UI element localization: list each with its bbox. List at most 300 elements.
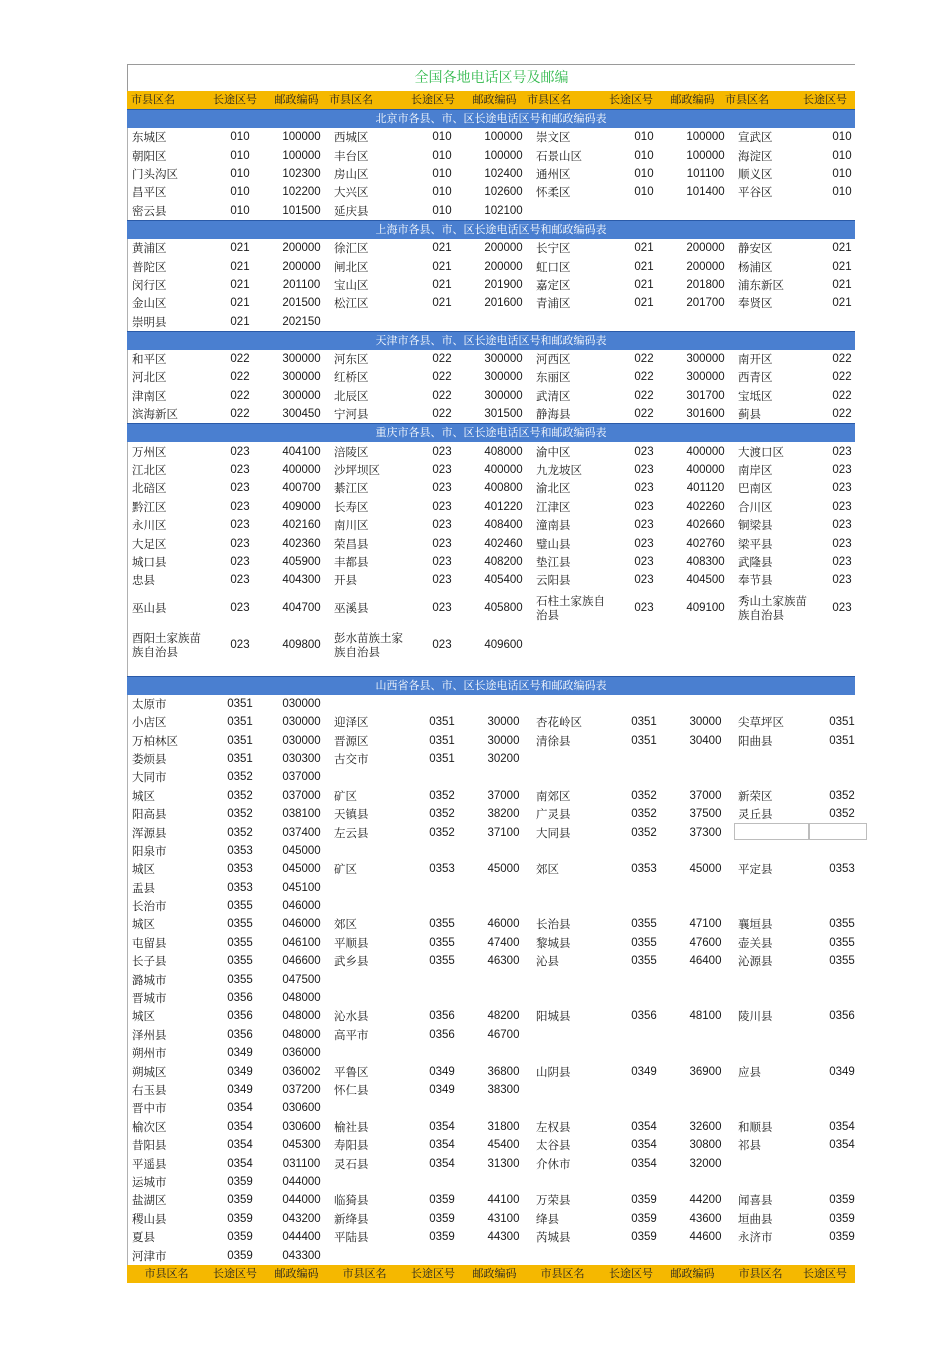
area-name-cell: 右玉县 — [132, 1082, 167, 1097]
area-code-cell: 021 — [832, 278, 852, 291]
area-name-cell: 酉阳土家族苗族自治县 — [132, 631, 201, 660]
area-name-cell: 宝山区 — [334, 277, 369, 292]
area-code-cell: 0354 — [429, 1157, 455, 1170]
area-name-cell: 夏县 — [132, 1230, 155, 1245]
area-code-cell: 023 — [634, 464, 654, 477]
area-code-cell: 0351 — [631, 734, 657, 747]
area-name-cell — [532, 750, 611, 768]
postal-code-cell: 102400 — [484, 167, 523, 180]
area-code-cell: 0349 — [227, 1047, 253, 1060]
area-code-cell — [611, 1081, 677, 1099]
area-name-cell: 朔城区 — [132, 1064, 167, 1079]
area-name-cell — [330, 768, 409, 786]
area-code-cell — [813, 313, 871, 331]
postal-code-cell: 401120 — [686, 482, 725, 495]
table-row — [127, 239, 855, 257]
area-code-cell: 0354 — [829, 1120, 855, 1133]
postal-code-cell: 301700 — [686, 389, 725, 402]
area-name-cell: 静海县 — [536, 407, 571, 422]
area-name-cell: 嘉定区 — [536, 277, 571, 292]
area-code-cell: 0354 — [227, 1157, 253, 1170]
area-name-cell: 高平市 — [334, 1027, 369, 1042]
area-name-cell: 九龙坡区 — [536, 463, 582, 478]
table-row — [127, 915, 855, 933]
column-header-2: 邮政编码 — [274, 93, 319, 106]
area-name-cell: 普陀区 — [132, 259, 167, 274]
area-name-cell: 青浦区 — [536, 296, 571, 311]
area-code-cell: 0359 — [227, 1249, 253, 1262]
area-code-cell — [813, 1099, 871, 1117]
area-name-cell: 大同市 — [132, 770, 167, 785]
table-row — [127, 1081, 855, 1099]
area-code-cell — [409, 1173, 475, 1191]
area-code-cell — [813, 1154, 871, 1172]
area-name-cell: 尖草坪区 — [738, 715, 784, 730]
area-name-cell: 新荣区 — [738, 788, 773, 803]
area-name-cell: 东城区 — [132, 130, 167, 145]
postal-code-cell — [475, 313, 532, 331]
area-name-cell: 娄烦县 — [132, 751, 167, 766]
area-name-cell — [532, 897, 611, 915]
table-row — [127, 627, 855, 664]
table-row — [127, 516, 855, 534]
table-row — [127, 1228, 855, 1246]
area-code-cell: 0359 — [829, 1194, 855, 1207]
table-row — [127, 387, 855, 405]
area-code-cell: 0356 — [429, 1010, 455, 1023]
postal-code-cell: 101400 — [686, 186, 725, 199]
area-code-cell: 021 — [432, 242, 452, 255]
postal-code-cell: 201600 — [484, 297, 523, 310]
postal-code-cell: 43100 — [487, 1212, 520, 1225]
area-code-cell: 023 — [432, 482, 452, 495]
postal-code-cell: 201700 — [686, 297, 725, 310]
area-name-cell — [734, 1246, 813, 1264]
area-name-cell: 介休市 — [536, 1156, 571, 1171]
postal-code-cell: 300000 — [282, 389, 321, 402]
column-footer-1: 长途区号 — [213, 1266, 257, 1280]
postal-code-cell: 046000 — [282, 918, 321, 931]
area-code-cell: 023 — [634, 537, 654, 550]
area-code-cell — [409, 842, 475, 860]
area-name-cell: 南岸区 — [738, 463, 773, 478]
area-name-cell: 新绛县 — [334, 1211, 369, 1226]
area-code-cell: 0356 — [227, 1028, 253, 1041]
area-name-cell: 门头沟区 — [132, 166, 178, 181]
area-name-cell — [734, 750, 813, 768]
area-code-cell — [813, 970, 871, 988]
area-code-cell — [611, 989, 677, 1007]
area-name-cell: 襄垣县 — [738, 917, 773, 932]
area-code-cell: 010 — [230, 131, 250, 144]
postal-code-cell: 37100 — [487, 826, 520, 839]
area-name-cell: 丰都县 — [334, 555, 369, 569]
area-code-cell — [611, 970, 677, 988]
postal-code-cell: 200000 — [484, 242, 523, 255]
table-row — [127, 1136, 855, 1154]
area-code-cell: 0359 — [631, 1194, 657, 1207]
area-code-cell: 0351 — [429, 716, 455, 729]
table-row — [127, 313, 855, 331]
postal-code-cell: 404100 — [282, 445, 321, 458]
area-code-cell: 023 — [832, 464, 852, 477]
postal-code-cell: 47600 — [689, 936, 722, 949]
area-name-cell: 祁县 — [738, 1138, 761, 1153]
postal-code-cell — [475, 1044, 532, 1062]
area-name-cell — [330, 695, 409, 713]
table-row — [127, 461, 855, 479]
area-code-cell: 0356 — [227, 992, 253, 1005]
area-name-cell: 和平区 — [132, 352, 167, 367]
area-name-cell: 武乡县 — [334, 954, 369, 969]
area-code-cell: 010 — [432, 186, 452, 199]
area-code-cell: 0354 — [227, 1139, 253, 1152]
area-code-cell — [409, 989, 475, 1007]
area-code-cell: 0351 — [829, 734, 855, 747]
table-row — [127, 498, 855, 516]
area-code-cell: 0355 — [227, 955, 253, 968]
area-code-cell — [813, 1173, 871, 1191]
area-code-cell: 0354 — [631, 1120, 657, 1133]
postal-code-cell — [475, 970, 532, 988]
area-code-cell: 0354 — [227, 1120, 253, 1133]
area-code-cell: 0349 — [429, 1065, 455, 1078]
area-name-cell: 闻喜县 — [738, 1193, 773, 1208]
area-code-cell: 023 — [634, 519, 654, 532]
postal-code-cell — [677, 1099, 734, 1117]
postal-code-cell: 201100 — [282, 278, 321, 291]
area-code-cell: 0353 — [829, 863, 855, 876]
postal-code-cell: 45000 — [487, 863, 520, 876]
area-name-cell: 垫江县 — [536, 555, 571, 569]
area-code-cell: 0352 — [227, 771, 253, 784]
postal-code-cell: 030600 — [282, 1120, 321, 1133]
column-header-8: 邮政编码 — [670, 93, 715, 106]
area-code-cell: 022 — [832, 389, 852, 402]
area-code-cell: 0352 — [829, 789, 855, 802]
postal-code-cell: 200000 — [282, 242, 321, 255]
area-code-cell — [611, 750, 677, 768]
table-row — [127, 294, 855, 312]
area-name-cell: 山阴县 — [536, 1064, 571, 1079]
table-row — [127, 1099, 855, 1117]
table-row — [127, 479, 855, 497]
area-code-cell: 021 — [634, 260, 654, 273]
postal-code-cell: 100000 — [282, 149, 321, 162]
area-code-cell — [409, 970, 475, 988]
table-row — [127, 1210, 855, 1228]
area-name-cell — [734, 695, 813, 713]
area-code-cell: 023 — [230, 537, 250, 550]
postal-code-cell: 37300 — [689, 826, 722, 839]
postal-code-cell: 400000 — [282, 464, 321, 477]
area-name-cell: 大兴区 — [334, 185, 369, 200]
area-name-cell: 江津区 — [536, 499, 571, 514]
area-code-cell — [813, 768, 871, 786]
table-row — [127, 553, 855, 571]
postal-code-cell: 037000 — [282, 789, 321, 802]
area-code-cell — [611, 879, 677, 897]
area-name-cell: 平鲁区 — [334, 1064, 369, 1079]
postal-code-cell: 402660 — [686, 519, 725, 532]
column-footer-row — [127, 1265, 855, 1283]
column-header-1: 长途区号 — [213, 93, 257, 106]
postal-code-cell: 101500 — [282, 204, 321, 217]
postal-code-cell: 45400 — [487, 1139, 520, 1152]
area-code-cell: 0353 — [227, 844, 253, 857]
table-row — [127, 405, 855, 423]
area-code-cell: 022 — [432, 353, 452, 366]
postal-code-cell: 44300 — [487, 1231, 520, 1244]
postal-code-cell: 047500 — [282, 973, 321, 986]
postal-code-cell: 30800 — [689, 1139, 722, 1152]
postal-code-cell — [677, 1173, 734, 1191]
area-code-cell: 0355 — [631, 918, 657, 931]
postal-code-cell — [475, 989, 532, 1007]
area-name-cell — [734, 1173, 813, 1191]
postal-code-cell: 405900 — [282, 556, 321, 568]
area-name-cell: 左权县 — [536, 1119, 571, 1134]
section-heading: 重庆市各县、市、区长途电话区号和邮政编码表 — [127, 423, 855, 442]
postal-code-cell: 402760 — [686, 537, 725, 550]
area-name-cell: 武隆县 — [738, 555, 773, 569]
area-name-cell — [734, 1081, 813, 1099]
area-name-cell — [330, 313, 409, 331]
table-row — [127, 128, 855, 146]
postal-code-cell: 46000 — [487, 918, 520, 931]
area-name-cell: 大渡口区 — [738, 444, 784, 459]
area-name-cell: 大足区 — [132, 536, 167, 551]
section-spacer — [127, 664, 855, 676]
area-name-cell — [330, 1099, 409, 1117]
area-code-cell: 0352 — [227, 789, 253, 802]
postal-code-cell: 201500 — [282, 297, 321, 310]
area-code-cell: 010 — [432, 149, 452, 162]
postal-code-cell: 100000 — [686, 149, 725, 162]
area-code-cell: 0352 — [429, 826, 455, 839]
area-code-cell: 023 — [634, 445, 654, 458]
postal-code-cell: 37500 — [689, 808, 722, 821]
postal-code-cell: 301500 — [484, 408, 523, 421]
area-code-cell — [611, 1044, 677, 1062]
section-heading: 山西省各县、市、区长途电话区号和邮政编码表 — [127, 676, 855, 695]
area-name-cell: 房山区 — [334, 166, 369, 181]
postal-code-cell: 100000 — [484, 131, 523, 144]
area-name-cell: 盂县 — [132, 880, 155, 895]
postal-code-cell: 037400 — [282, 826, 321, 839]
postal-code-cell: 409000 — [282, 500, 321, 513]
column-footer-10: 长途区号 — [803, 1266, 847, 1280]
area-code-cell: 021 — [230, 242, 250, 255]
column-header-0: 市县区名 — [131, 93, 175, 106]
area-name-cell: 清徐县 — [536, 733, 571, 748]
page-title: 全国各地电话区号及邮编 — [127, 64, 855, 91]
area-code-cell — [813, 879, 871, 897]
postal-code-cell: 036000 — [282, 1047, 321, 1060]
area-name-cell: 怀柔区 — [536, 185, 571, 200]
area-code-cell: 021 — [230, 260, 250, 273]
area-name-cell: 寿阳县 — [334, 1138, 369, 1153]
postal-code-cell: 401220 — [484, 500, 523, 513]
postal-code-cell — [677, 1246, 734, 1264]
area-code-cell — [611, 1026, 677, 1044]
postal-code-cell: 044400 — [282, 1231, 321, 1244]
area-code-cell: 023 — [634, 556, 654, 568]
area-name-cell: 城区 — [132, 1009, 155, 1024]
area-code-cell: 010 — [230, 204, 250, 217]
table-row — [127, 695, 855, 713]
area-name-cell: 阳曲县 — [738, 733, 773, 748]
area-name-cell: 武清区 — [536, 388, 571, 403]
area-code-cell: 021 — [832, 242, 852, 255]
area-name-cell — [532, 842, 611, 860]
area-code-cell — [611, 768, 677, 786]
area-code-cell: 0351 — [429, 752, 455, 765]
area-name-cell: 沁源县 — [738, 954, 773, 969]
area-name-cell: 昌平区 — [132, 185, 167, 200]
postal-code-cell: 408300 — [686, 556, 725, 568]
area-code-cell: 0355 — [631, 936, 657, 949]
area-code-cell: 023 — [832, 445, 852, 458]
area-name-cell: 奉节县 — [738, 573, 773, 588]
postal-code-cell: 200000 — [282, 260, 321, 273]
area-code-cell: 0352 — [227, 808, 253, 821]
spreadsheet — [127, 64, 855, 1283]
area-name-cell: 永川区 — [132, 518, 167, 533]
postal-code-cell: 030300 — [282, 752, 321, 765]
area-code-cell: 0352 — [631, 826, 657, 839]
postal-code-cell: 300000 — [282, 353, 321, 366]
postal-code-cell: 405400 — [484, 574, 523, 587]
area-code-cell: 0355 — [429, 918, 455, 931]
area-name-cell: 浦东新区 — [738, 277, 784, 292]
area-code-cell: 0355 — [829, 955, 855, 968]
table-row — [127, 787, 855, 805]
area-name-cell — [734, 970, 813, 988]
area-name-cell: 阳高县 — [132, 807, 167, 822]
area-name-cell: 朝阳区 — [132, 148, 167, 163]
area-name-cell: 屯留县 — [132, 935, 167, 950]
area-code-cell: 023 — [832, 574, 852, 587]
area-name-cell: 徐汇区 — [334, 241, 369, 256]
area-name-cell: 河津市 — [132, 1248, 167, 1263]
table-row — [127, 750, 855, 768]
area-name-cell: 垣曲县 — [738, 1211, 773, 1226]
postal-code-cell: 102200 — [282, 186, 321, 199]
area-name-cell: 南郊区 — [536, 788, 571, 803]
area-code-cell: 022 — [634, 408, 654, 421]
area-name-cell: 黎城县 — [536, 935, 571, 950]
area-name-cell: 迎泽区 — [334, 715, 369, 730]
area-code-cell: 0354 — [829, 1139, 855, 1152]
table-row — [127, 1173, 855, 1191]
column-header-4: 长途区号 — [411, 93, 455, 106]
area-name-cell: 河北区 — [132, 370, 167, 385]
area-name-cell: 绛县 — [536, 1211, 559, 1226]
postal-code-cell: 38300 — [487, 1083, 520, 1096]
area-name-cell: 城口县 — [132, 555, 167, 569]
postal-code-cell: 030000 — [282, 697, 321, 710]
area-name-cell — [734, 1154, 813, 1172]
area-code-cell — [813, 627, 871, 664]
area-code-cell: 0352 — [631, 808, 657, 821]
area-name-cell — [532, 1026, 611, 1044]
area-name-cell: 石柱土家族自治县 — [536, 594, 605, 623]
table-row — [127, 146, 855, 164]
area-name-cell: 陵川县 — [738, 1009, 773, 1024]
postal-code-cell — [677, 989, 734, 1007]
area-code-cell: 023 — [832, 556, 852, 568]
area-name-cell: 闸北区 — [334, 259, 369, 274]
area-name-cell: 黄浦区 — [132, 241, 167, 256]
area-name-cell — [734, 989, 813, 1007]
table-row — [127, 1062, 855, 1080]
postal-code-cell: 48100 — [689, 1010, 722, 1023]
postal-code-cell — [677, 970, 734, 988]
area-code-cell: 010 — [634, 131, 654, 144]
column-footer-5: 邮政编码 — [472, 1266, 517, 1280]
area-name-cell: 城区 — [132, 862, 155, 877]
area-name-cell — [734, 768, 813, 786]
area-name-cell: 河东区 — [334, 352, 369, 367]
area-code-cell: 022 — [432, 389, 452, 402]
postal-code-cell: 200000 — [484, 260, 523, 273]
postal-code-cell: 048000 — [282, 1028, 321, 1041]
postal-code-cell: 300000 — [686, 353, 725, 366]
area-code-cell: 022 — [230, 389, 250, 402]
column-header-3: 市县区名 — [329, 93, 373, 106]
postal-code-cell — [677, 842, 734, 860]
table-row — [127, 1026, 855, 1044]
area-name-cell: 朔州市 — [132, 1046, 167, 1061]
area-code-cell: 0359 — [227, 1194, 253, 1207]
area-name-cell: 丰台区 — [334, 148, 369, 163]
column-footer-8: 邮政编码 — [670, 1266, 715, 1280]
column-footer-2: 邮政编码 — [274, 1266, 319, 1280]
area-code-cell: 022 — [832, 371, 852, 384]
area-name-cell: 潼南县 — [536, 518, 571, 533]
area-name-cell: 长治市 — [132, 899, 167, 914]
table-row — [127, 731, 855, 749]
area-code-cell — [813, 842, 871, 860]
area-code-cell: 0355 — [631, 955, 657, 968]
area-name-cell: 闵行区 — [132, 277, 167, 292]
area-name-cell: 矿区 — [334, 788, 357, 803]
postal-code-cell: 300000 — [484, 371, 523, 384]
area-code-cell: 0356 — [227, 1010, 253, 1023]
area-name-cell: 西城区 — [334, 130, 369, 145]
area-name-cell: 江北区 — [132, 463, 167, 478]
area-name-cell: 南川区 — [334, 518, 369, 533]
area-name-cell: 津南区 — [132, 388, 167, 403]
postal-code-cell: 046100 — [282, 936, 321, 949]
area-code-cell: 023 — [832, 602, 852, 615]
area-code-cell: 021 — [832, 297, 852, 310]
area-name-cell: 榆次区 — [132, 1119, 167, 1134]
area-code-cell: 0355 — [227, 973, 253, 986]
postal-code-cell: 043300 — [282, 1249, 321, 1262]
area-name-cell: 涪陵区 — [334, 444, 369, 459]
area-code-cell: 010 — [432, 131, 452, 144]
table-row — [127, 842, 855, 860]
postal-code-cell: 44600 — [689, 1231, 722, 1244]
area-name-cell: 崇文区 — [536, 130, 571, 145]
area-code-cell — [813, 1044, 871, 1062]
area-code-cell: 0356 — [829, 1010, 855, 1023]
postal-code-cell: 200000 — [686, 242, 725, 255]
postal-code-cell: 38200 — [487, 808, 520, 821]
postal-code-cell: 400000 — [686, 464, 725, 477]
